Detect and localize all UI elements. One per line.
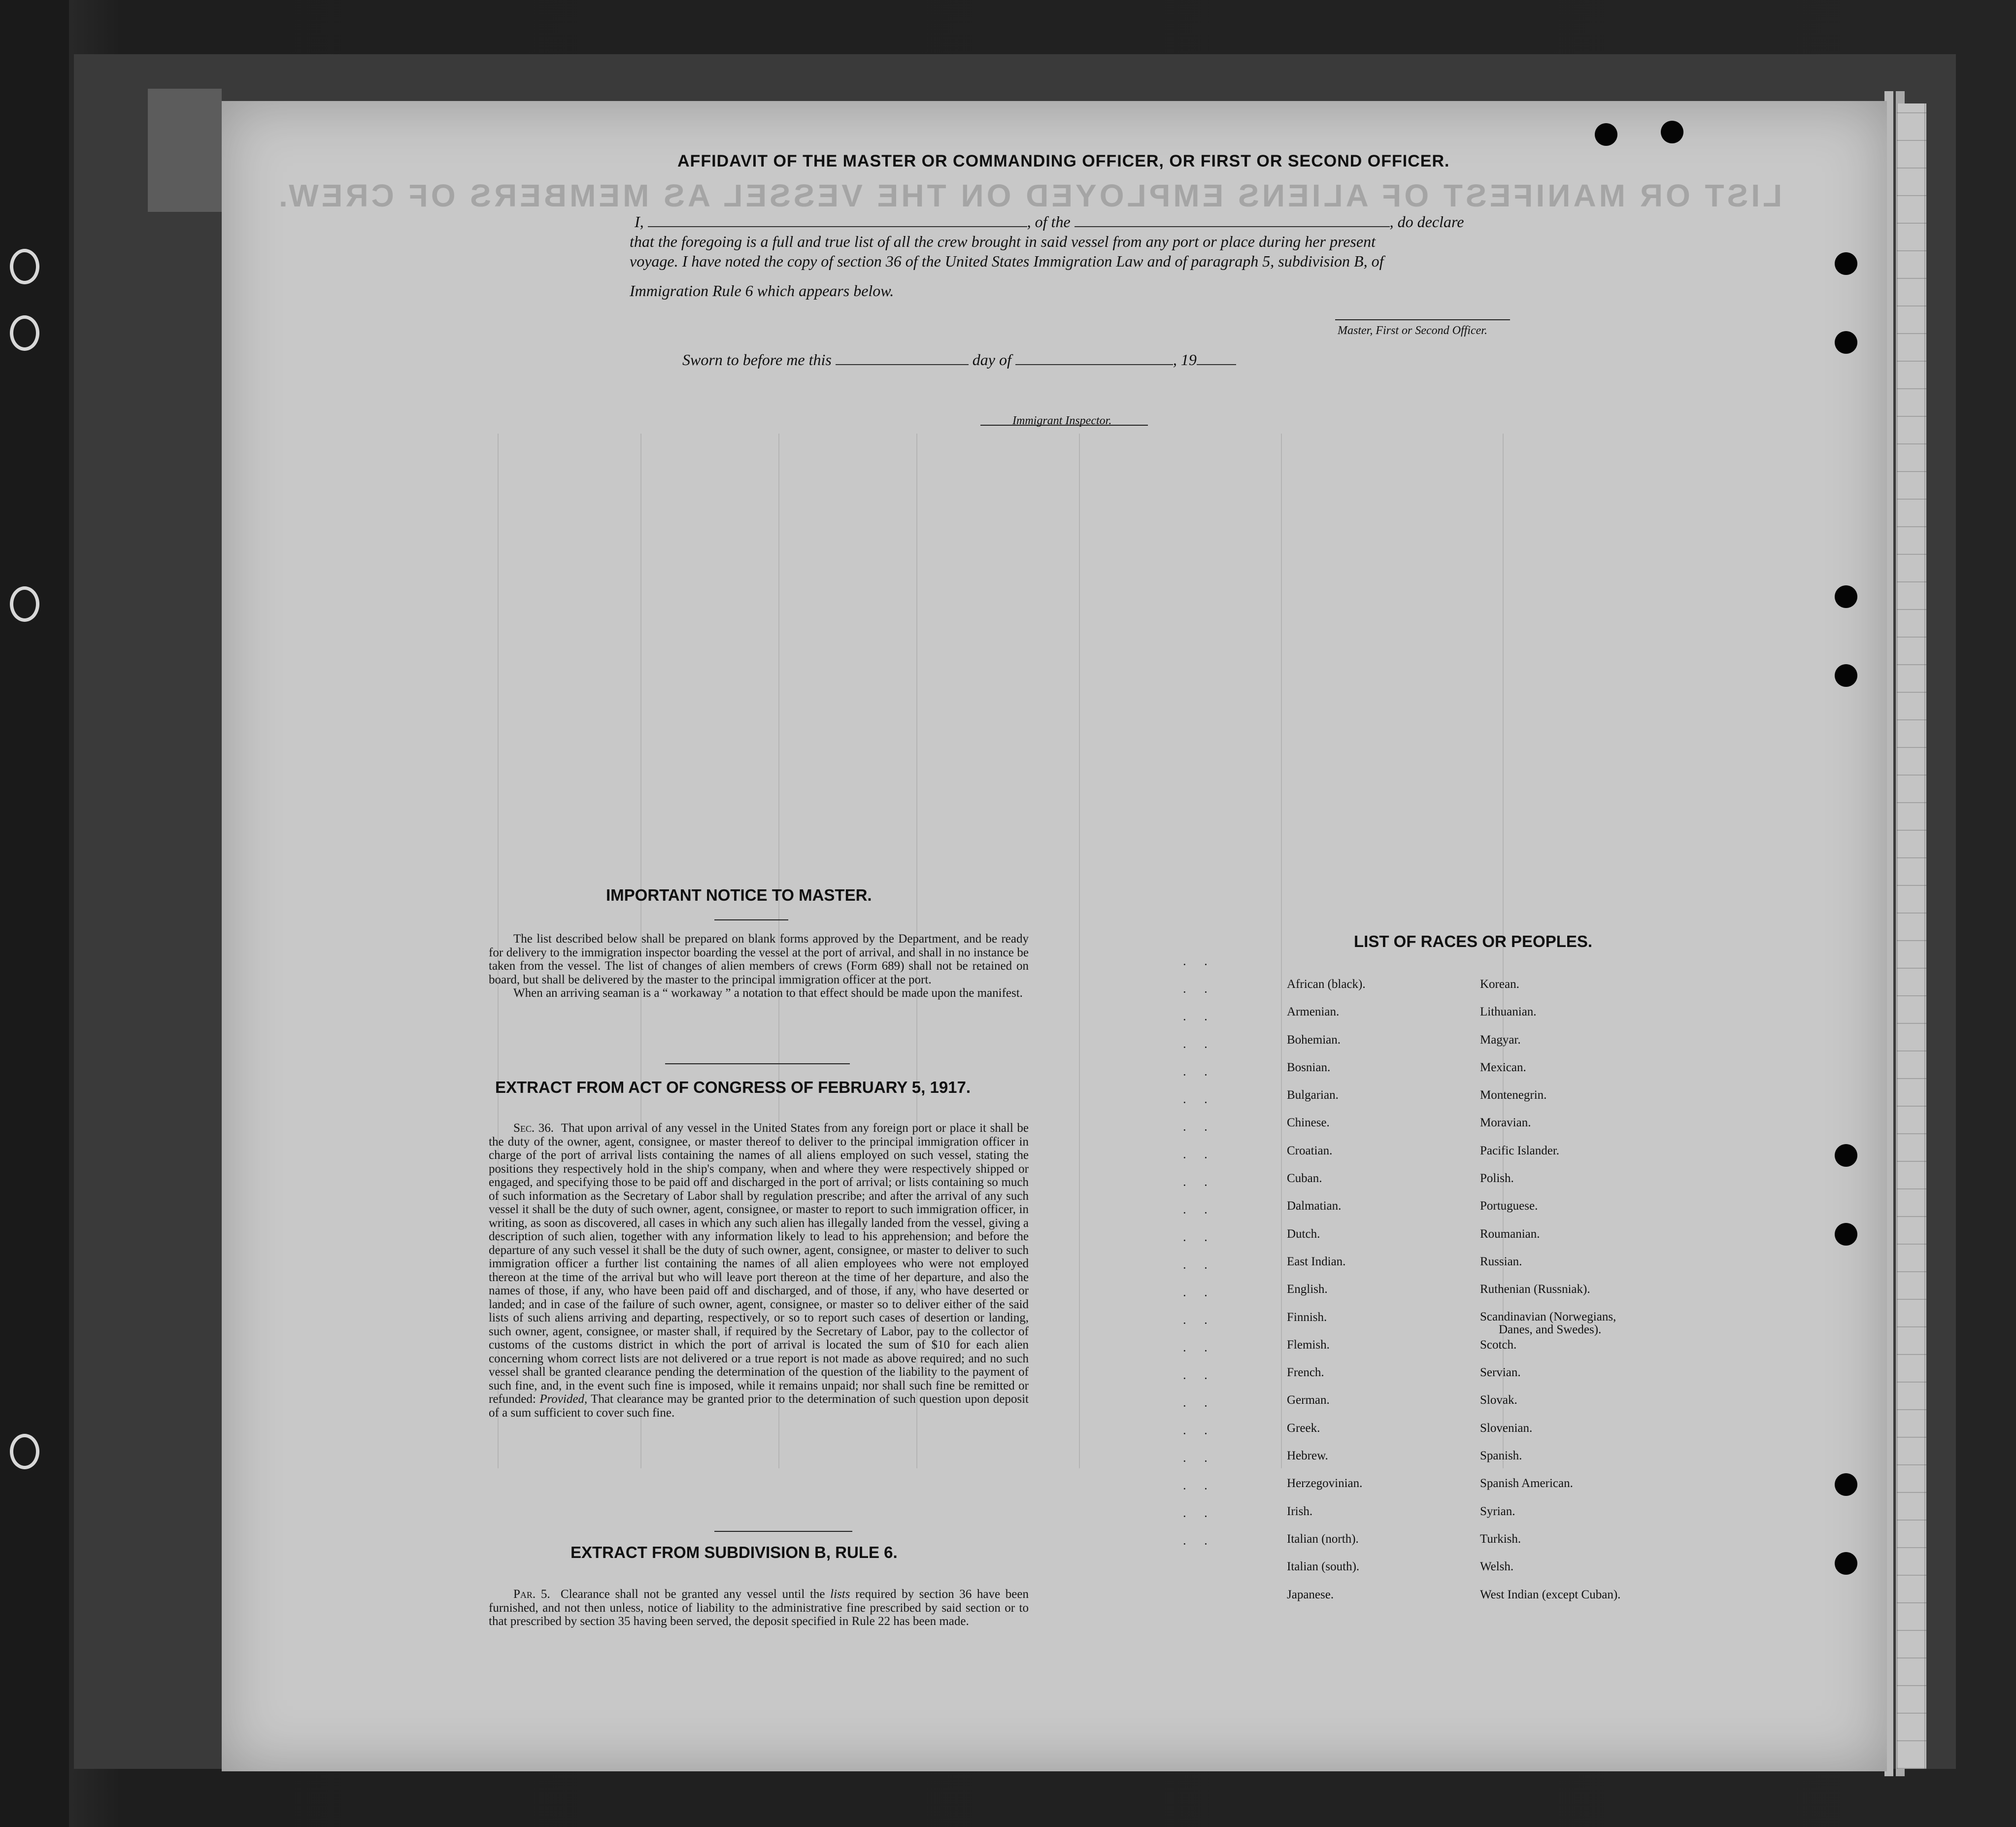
notice-title: IMPORTANT NOTICE TO MASTER. [606,886,872,904]
race-item: Montenegrin. [1480,1088,1547,1102]
punch-hole [1835,1552,1857,1575]
affidavit-title: AFFIDAVIT OF THE MASTER OR COMMANDING OFFICER, OR FIRST OR SECOND OFFICER. [677,152,1450,170]
race-item: Pacific Islander. [1480,1144,1560,1157]
race-item: Scotch. [1480,1338,1517,1352]
race-item: Bohemian. [1287,1033,1341,1047]
races-right-column [1480,978,1620,1616]
race-item: West Indian (except Cuban). [1480,1588,1621,1601]
race-item: Croatian. [1287,1144,1333,1157]
races-left-column [1287,978,1366,1616]
race-item: Russian. [1480,1254,1522,1268]
notice-text [489,932,1029,1000]
race-item: Bosnian. [1287,1060,1331,1074]
punch-hole [1835,585,1857,608]
grid-paper-strip [1897,103,1926,1769]
affidavit-declaration-line [635,213,1464,231]
race-item: Cuban. [1287,1172,1322,1185]
punch-hole [1661,121,1683,143]
race-item: Mexican. [1480,1060,1526,1074]
race-item: Finnish. [1287,1310,1327,1324]
races-title: LIST OF RACES OR PEOPLES. [1354,932,1593,950]
binder-ring-hole [10,315,39,351]
race-item: Lithuanian. [1480,1005,1537,1019]
binder-ring-hole [10,586,39,622]
race-item: Japanese. [1287,1588,1334,1601]
race-item: Irish. [1287,1504,1313,1518]
race-item: French. [1287,1366,1324,1380]
race-item: Italian (north). [1287,1532,1359,1546]
race-item: Greek. [1287,1421,1320,1435]
bleed-through-rule [1281,434,1282,1468]
punch-hole [1835,1223,1857,1246]
race-item: Dutch. [1287,1227,1320,1241]
act-provided: Provided, [539,1392,588,1406]
rule-section-rule [714,1531,852,1532]
race-item: English. [1287,1283,1328,1296]
race-item: East Indian. [1287,1254,1346,1268]
day-of-text: day of [972,351,1011,369]
race-item: Dalmatian. [1287,1199,1342,1213]
affidavit-of-the: , of the [1027,213,1071,231]
race-item: Slovak. [1480,1393,1517,1407]
punch-hole [1835,1473,1857,1496]
page-stub [148,89,222,212]
punch-hole [1595,123,1617,146]
affidavit-declare: , do declare [1389,213,1464,231]
punch-hole [1835,664,1857,687]
act-section-36-text: That upon arrival of any vessel in the United States from any foreign port or place it shall be the duty of the owner, agent, consignee, or master thereof to deliver to the principal immigration officer in charge of the port of arrival lists containing the names of all aliens employed on such vessel, stating the positions they respectively hold in the ship's company, when and where they were respectively shipped or engaged, and specifying those to be paid off and discharged in the port of arrival; or lists containing so much of such information as the Secretary of Labor shall by regulation prescribe; and after the arrival of any such vessel it shall be the duty of such owner, agent, consignee, or master to report to such immigration officer, in writing, as soon as discovered, all cases in which any such alien has illegally landed from the vessel, giving a description of such alien, together with any information likely to lead to his apprehension; and before the departure of any such vessel it shall be the duty of such owner, agent, consignee, or master to deliver to such immigration officer a further list containing the names of all alien employees who were not employed thereon at the time of the arrival but who will leave port thereon at the time of her departure, and also the names of those, if any, who have been paid off and discharged, and of those, if any, who have deserted or landed; and in case of the failure of such owner, agent, consignee, or master so to deliver either of the said lists of such aliens arriving and departing, respectively, or so to report such cases of desertion or landing, such owner, agent, consignee, or master shall, if required by the Secretary of Labor, pay to the collector of customs of the customs district in which the port of arrival is located the sum of $10 for each alien concerning whom correct lists are not delivered or a true report is not made as above required; and no such vessel shall be granted clearance pending the determination of the question of the liability to the payment of such fine, and, in the event such fine is imposed, while it remains unpaid; nor shall such fine be remitted or refunded: [489,1121,1029,1406]
race-item [1480,1311,1620,1338]
race-item-line-1: Scandinavian (Norwegians, [1480,1310,1616,1323]
race-item: Polish. [1480,1172,1514,1185]
race-item: Welsh. [1480,1560,1514,1574]
rule-lists-word: lists [830,1588,850,1601]
day-blank [836,361,969,365]
rule-text-b: required by section 36 have been furnished, and not then unless, notice of liability to the administrative fine prescribed by said section or to that prescribed by section 35 having been served, the deposit specified in Rule 22 has been made. [489,1588,1029,1628]
race-item: Hebrew. [1287,1449,1328,1463]
name-blank [648,223,1027,227]
inspector-caption: Immigrant Inspector. [1012,414,1112,427]
act-section-36-end: That clearance may be granted prior to the determination of such question upon deposit of a sum sufficient to cover such fine. [489,1392,1029,1420]
notice-title-rule [714,919,788,920]
rule-par-label: Par. 5. [513,1588,550,1601]
punch-hole [1835,331,1857,354]
sworn-text: Sworn to before me this [682,351,832,369]
race-item: Slovenian. [1480,1421,1533,1435]
act-title: EXTRACT FROM ACT OF CONGRESS OF FEBRUARY 5, 1917. [495,1078,971,1096]
race-item: African (black). [1287,978,1366,991]
race-item: Turkish. [1480,1532,1521,1546]
race-item: Bulgarian. [1287,1088,1339,1102]
bleed-through-rule [1079,434,1080,1468]
vessel-blank [1075,223,1390,227]
sworn-line [682,351,1236,369]
race-item: Armenian. [1287,1005,1340,1019]
act-section-rule [665,1063,850,1064]
affidavit-line-2: that the foregoing is a full and true list of all the crew brought in said vessel from any port or place during her present [630,233,1376,250]
act-section-label: Sec. 36. [513,1121,554,1135]
race-item: Roumanian. [1480,1227,1540,1241]
race-item: Italian (south). [1287,1560,1360,1574]
rule-text [489,1588,1029,1628]
race-item: Flemish. [1287,1338,1330,1352]
race-item: Spanish American. [1480,1477,1573,1490]
rule-text-a: Clearance shall not be granted any vessel until the [560,1588,825,1601]
year-text: , 19 [1173,351,1197,369]
affidavit-i: I, [635,213,644,231]
year-blank [1197,361,1236,365]
act-text [489,1121,1029,1420]
punch-hole [1835,252,1857,275]
punch-hole [1835,1144,1857,1167]
month-blank [1015,361,1173,365]
affidavit-line-3: voyage. I have noted the copy of section 36 of the United States Immigration Law and of paragraph 5, subdivision B, of [630,252,1384,270]
race-item: Korean. [1480,978,1519,991]
race-item: Herzegovinian. [1287,1477,1363,1490]
race-item: Portuguese. [1480,1199,1538,1213]
officer-caption: Master, First or Second Officer. [1338,324,1487,337]
race-item: Chinese. [1287,1116,1330,1130]
binder-ring-hole [10,1434,39,1469]
race-item: Magyar. [1480,1033,1521,1047]
race-item: German. [1287,1393,1330,1407]
race-item: Spanish. [1480,1449,1522,1463]
rule-title: EXTRACT FROM SUBDIVISION B, RULE 6. [571,1543,898,1561]
notice-paragraph-1: The list described below shall be prepared on blank forms approved by the Department, and be ready for delivery to the immigration inspector boarding the vessel at the port of arrival, and shall in no instance be taken from the vessel. The list of changes of alien members of crews (Form 689) shall not be retained on board, but shall be delivered by the master to the principal immigration officer at the port. [489,932,1029,986]
race-item: Ruthenian (Russniak). [1480,1283,1590,1296]
affidavit-line-4: Immigration Rule 6 which appears below. [630,282,894,300]
race-item: Syrian. [1480,1504,1515,1518]
notice-paragraph-2: When an arriving seaman is a “ workaway ” a notation to that effect should be made upon the manifest. [513,986,1023,1000]
margin-dots: · · · · · · · · · · · · · · · · · · · · · · · · · · · · · · · · · · · · · · · · · · · · [1182,957,1215,1551]
race-item: Moravian. [1480,1116,1531,1130]
bleed-through-title: LIST OR MANIFEST OF ALIENS EMPLOYED ON THE VESSEL AS MEMBERS OF CREW. [276,178,1782,213]
race-item: Servian. [1480,1366,1521,1380]
officer-signature-line [1335,319,1510,320]
race-item-line-2: Danes, and Swedes). [1499,1322,1602,1336]
binder-ring-hole [10,249,39,284]
